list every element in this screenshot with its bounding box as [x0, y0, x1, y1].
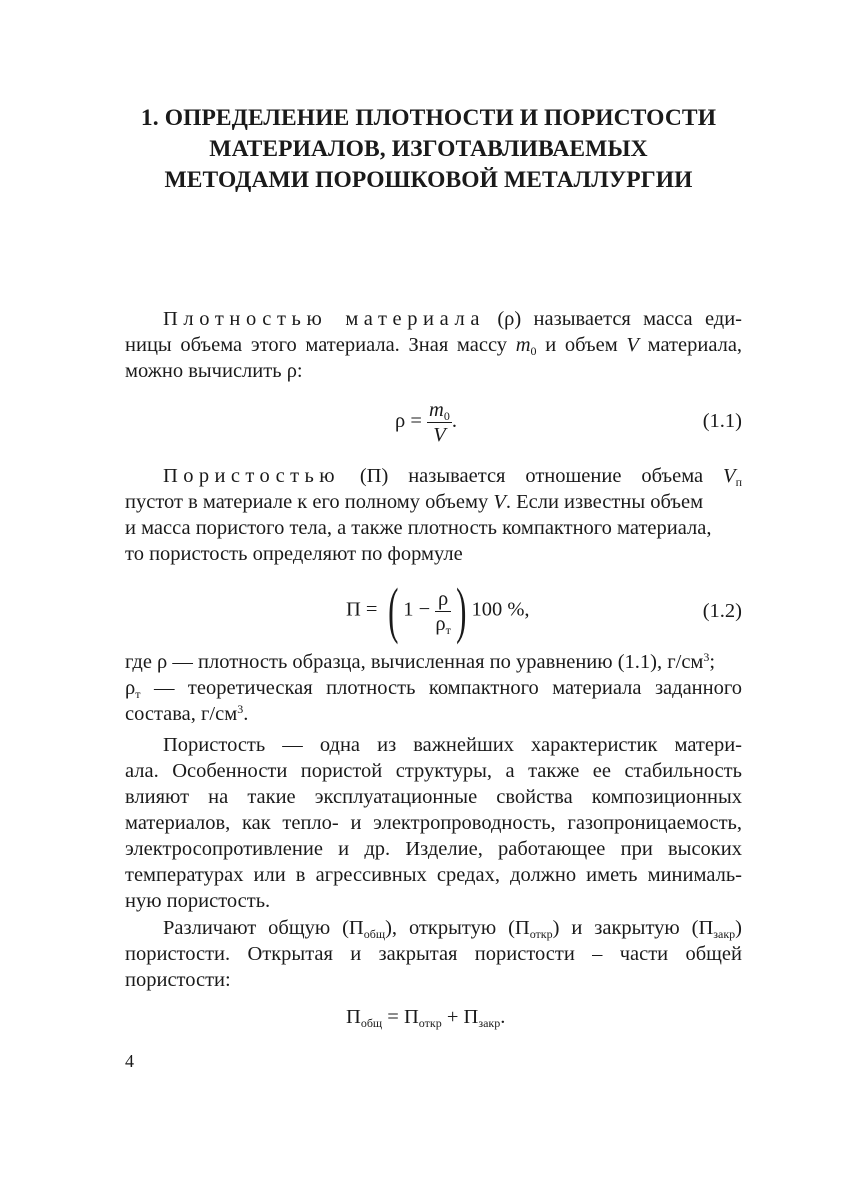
text-fragment: . Если известны объем	[505, 491, 704, 513]
equation-tail: .	[451, 410, 457, 433]
paragraph-line	[125, 306, 742, 332]
equation-lhs: ρ =	[395, 410, 422, 433]
equation-term: П	[346, 1006, 361, 1028]
paragraph-line	[125, 915, 742, 941]
subscript: закр	[713, 927, 736, 941]
paragraph-line: пористости:	[125, 969, 231, 991]
paragraph-porosity-types	[125, 915, 742, 993]
paragraph-where	[125, 649, 742, 727]
paragraph-line: можно вычислить ρ:	[125, 360, 303, 382]
text-fragment: (П) называется отношение объема	[359, 465, 704, 487]
text-fragment: .	[243, 703, 249, 725]
paragraph-line	[125, 489, 742, 515]
paragraph-line	[125, 701, 742, 727]
symbol-m: m	[515, 334, 531, 356]
fraction-denominator	[435, 612, 450, 636]
subscript: общ	[360, 1016, 383, 1030]
fraction	[435, 587, 450, 636]
paragraph-line: то пористость определяют по формуле	[125, 543, 463, 565]
subscript: 0	[443, 409, 450, 423]
paragraph-line: электросопротивление и др. Изделие, работающее при высоких	[125, 838, 742, 860]
subscript: п	[735, 475, 742, 489]
equation-1-2	[346, 577, 530, 645]
paragraph-porosity-importance	[125, 732, 742, 914]
text-fragment: где ρ — плотность образца, вычисленная по уравнению (1.1), г/см	[125, 651, 704, 673]
equation-term: 1 −	[403, 598, 431, 621]
symbol-v: V	[723, 465, 736, 487]
right-paren: )	[455, 577, 467, 645]
superscript: 3	[237, 702, 244, 716]
text-fragment: ) и закрытую (П	[552, 917, 714, 939]
paragraph-line	[125, 332, 742, 358]
text-fragment: и объем	[545, 334, 618, 356]
paragraph-line: пористости. Открытая и закрытая пористости – части общей	[125, 943, 742, 965]
paragraph-line: ала. Особенности пористой структуры, а также ее стабильность	[125, 760, 742, 782]
text-fragment: Различают общую (П	[163, 917, 364, 939]
symbol-rho	[125, 677, 140, 699]
text-fragment: — теоретическая плотность компактного материала заданного	[153, 677, 743, 699]
equation-term: = П	[382, 1006, 419, 1028]
paragraph-line: Пористость — одна из важнейших характеристик матери-	[163, 734, 742, 756]
paragraph-line: температурах или в агрессивных средах, должно иметь минималь-	[125, 864, 742, 886]
paragraph-porosity-definition	[125, 463, 742, 567]
subscript: т	[135, 687, 141, 701]
heading-line-3: МЕТОДАМИ ПОРОШКОВОЙ МЕТАЛЛУРГИИ	[164, 167, 693, 193]
term-density: Плотностью материала	[163, 308, 486, 330]
fraction	[427, 398, 452, 447]
text-fragment: состава, г/см	[125, 703, 238, 725]
subscript: 0	[530, 344, 537, 358]
rho-glyph: ρ	[125, 677, 136, 699]
subscript: т	[445, 622, 451, 637]
equation-tail: 100 %,	[471, 598, 530, 621]
heading-line-1: 1. ОПРЕДЕЛЕНИЕ ПЛОТНОСТИ И ПОРИСТОСТИ	[140, 105, 717, 131]
fraction-numerator	[427, 398, 452, 423]
paragraph-density-definition	[125, 306, 742, 384]
text-fragment: ницы объема этого материала. Зная массу	[125, 334, 508, 356]
superscript: 3	[703, 650, 710, 664]
symbol-v: V	[626, 334, 639, 356]
equation-tail: .	[500, 1006, 506, 1028]
text-fragment: ), открытую (П	[385, 917, 530, 939]
equation-number-1-2: (1.2)	[702, 600, 742, 622]
text-fragment: )	[735, 917, 742, 939]
equation-term: + П	[441, 1006, 479, 1028]
paragraph-line	[125, 649, 742, 675]
term-porosity: Пористостью	[163, 465, 340, 487]
subscript: откр	[418, 1016, 442, 1030]
fraction-denominator: V	[433, 424, 446, 446]
symbol-v: V	[493, 491, 506, 513]
text-fragment: ;	[709, 651, 716, 673]
text-fragment: пустот в материале к его полному объему	[125, 491, 489, 513]
equation-number-1-1: (1.1)	[702, 410, 742, 432]
fraction-numerator: ρ	[435, 587, 450, 612]
equation-total-porosity	[346, 1006, 505, 1029]
equation-1-1	[395, 398, 457, 447]
left-paren: (	[387, 577, 399, 645]
paragraph-line	[125, 675, 742, 701]
paragraph-line: ную пористость.	[125, 890, 271, 912]
paragraph-line: влияют на такие эксплуатационные свойства композиционных	[125, 786, 742, 808]
symbol-rho: ρ	[435, 612, 446, 635]
chapter-heading	[100, 103, 757, 196]
symbol-m: m	[429, 399, 444, 421]
subscript: откр	[529, 927, 553, 941]
page-number: 4	[125, 1051, 134, 1071]
paragraph-line	[125, 463, 742, 489]
heading-line-2: МАТЕРИАЛОВ, ИЗГОТАВЛИВАЕМЫХ	[209, 136, 648, 162]
paragraph-line: и масса пористого тела, а также плотность компактного материала,	[125, 517, 712, 539]
paragraph-line: материалов, как тепло- и электропроводность, газопроницаемость,	[125, 812, 742, 834]
subscript: общ	[363, 927, 386, 941]
equation-lhs: П =	[346, 598, 378, 621]
subscript: закр	[478, 1016, 501, 1030]
text-fragment: материала,	[647, 334, 743, 356]
text-fragment: (ρ) называется масса еди-	[497, 308, 743, 330]
